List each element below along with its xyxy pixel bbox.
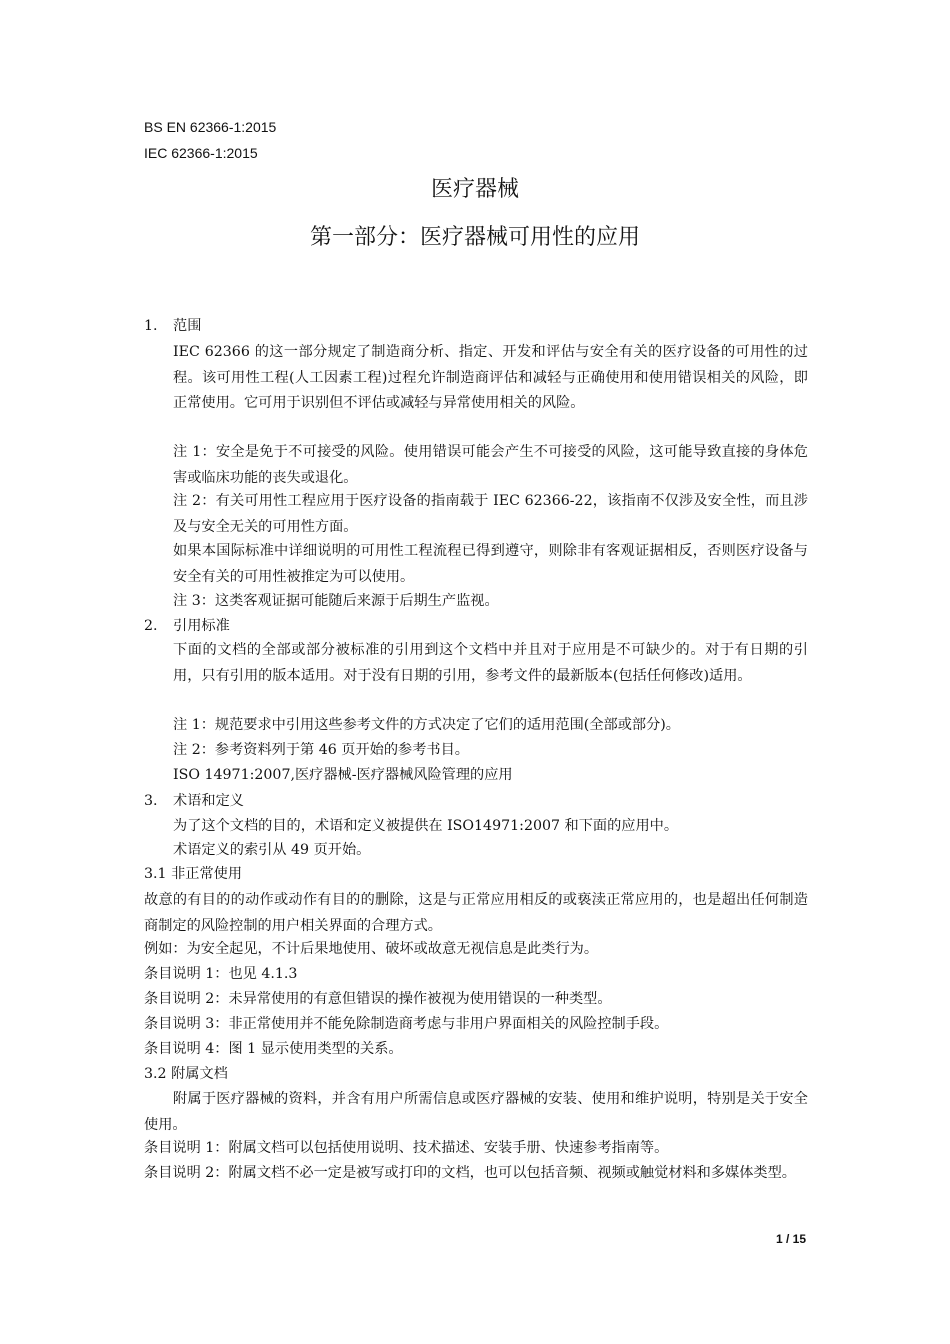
section-title: 术语和定义 xyxy=(173,793,244,809)
section-title: 范围 xyxy=(173,318,202,334)
section-1-para-1: IEC 62366 的这一部分规定了制造商分析、指定、开发和评估与安全有关的医疗设备的可用性的过程。该可用性工程(人工因素工程)过程允许制造商评估和减轻与正确使用和使用错误相关的风险，即正常使用。它可用于识别但不评估或减轻与异常使用相关的风险。 xyxy=(173,344,808,411)
term-3-2-heading: 3.2 附属文档 xyxy=(144,1066,228,1082)
section-1-heading xyxy=(144,314,201,340)
section-1-note-3: 注 3：这类客观证据可能随后来源于后期生产监视。 xyxy=(173,593,499,609)
section-3-para-1: 为了这个文档的目的，术语和定义被提供在 ISO14971:2007 和下面的应用中。 xyxy=(173,818,679,834)
section-3-heading xyxy=(144,789,244,815)
section-1-note-1: 注 1：安全是免于不可接受的风险。使用错误可能会产生不可接受的风险，这可能导致直接的身体危害或临床功能的丧失或退化。 xyxy=(173,444,808,486)
section-title: 引用标准 xyxy=(173,618,230,634)
doc-title: 医疗器械 xyxy=(430,177,519,202)
section-2-note-2: 注 2：参考资料列于第 46 页开始的参考书目。 xyxy=(173,742,469,758)
term-3-1-entry-note-4: 条目说明 4：图 1 显示使用类型的关系。 xyxy=(144,1041,403,1057)
term-3-1-example: 例如：为安全起见，不计后果地使用、破坏或故意无视信息是此类行为。 xyxy=(144,941,599,957)
section-2-para-1: 下面的文档的全部或部分被标准的引用到这个文档中并且对于应用是不可缺少的。对于有日期的引用，只有引用的版本适用。对于没有日期的引用，参考文件的最新版本(包括任何修改)适用。 xyxy=(173,642,808,684)
section-1-para-2: 如果本国际标准中详细说明的可用性工程流程已得到遵守，则除非有客观证据相反，否则医疗设备与安全有关的可用性被推定为可以使用。 xyxy=(173,543,808,585)
section-2-note-1: 注 1：规范要求中引用这些参考文件的方式决定了它们的适用范围(全部或部分)。 xyxy=(173,717,680,733)
doc-id-iec: IEC 62366-1:2015 xyxy=(144,145,258,161)
term-3-2-definition: 附属于医疗器械的资料，并含有用户所需信息或医疗器械的安装、使用和维护说明，特别是关于安全使用。 xyxy=(144,1091,808,1133)
section-3-para-2: 术语定义的索引从 49 页开始。 xyxy=(173,842,371,858)
section-number: 1. xyxy=(144,318,158,334)
section-1-note-2: 注 2：有关可用性工程应用于医疗设备的指南载于 IEC 62366-22，该指南不仅涉及安全性，而且涉及与安全无关的可用性方面。 xyxy=(173,493,808,535)
page-number: 1 / 15 xyxy=(775,1232,806,1246)
section-number: 3. xyxy=(144,793,158,809)
term-3-2-entry-note-1: 条目说明 1：附属文档可以包括使用说明、技术描述、安装手册、快速参考指南等。 xyxy=(144,1140,669,1156)
term-3-2-entry-note-2: 条目说明 2：附属文档不必一定是被写或打印的文档，也可以包括音频、视频或触觉材料和多媒体类型。 xyxy=(144,1165,796,1181)
normative-reference: ISO 14971:2007,医疗器械-医疗器械风险管理的应用 xyxy=(173,767,513,783)
term-3-1-entry-note-1: 条目说明 1：也见 4.1.3 xyxy=(144,966,298,982)
term-3-1-heading: 3.1 非正常使用 xyxy=(144,866,243,882)
term-3-1-entry-note-2: 条目说明 2：未异常使用的有意但错误的操作被视为使用错误的一种类型。 xyxy=(144,991,612,1007)
term-3-1-definition: 故意的有目的的动作或动作有目的的删除，这是与正常应用相反的或亵渎正常应用的，也是超出任何制造商制定的风险控制的用户相关界面的合理方式。 xyxy=(144,892,808,934)
doc-id-bs-en: BS EN 62366-1:2015 xyxy=(144,119,277,135)
section-2-heading xyxy=(144,614,230,640)
doc-subtitle: 第一部分：医疗器械可用性的应用 xyxy=(309,225,640,250)
section-number: 2. xyxy=(144,618,158,634)
term-3-1-entry-note-3: 条目说明 3：非正常使用并不能免除制造商考虑与非用户界面相关的风险控制手段。 xyxy=(144,1016,669,1032)
